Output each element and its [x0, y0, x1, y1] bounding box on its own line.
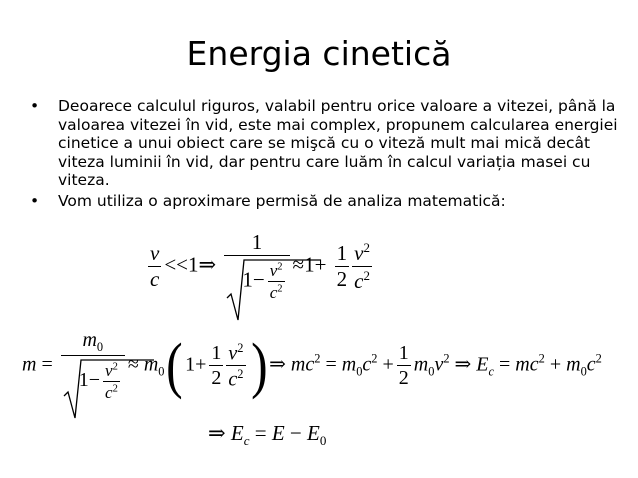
- equation-approximation: $\frac{v}{c}$ <<1⇒ 1 1− $\frac{v^2}{c^2}$ ≈1+ $\frac{1}{2}$ $\frac{v^2}{c^2}$: [145, 232, 375, 301]
- bullet-marker: •: [30, 191, 40, 210]
- bullet-list: [30, 97, 620, 212]
- page-title: Energia cinetică: [186, 34, 452, 73]
- equation-kinetic-energy: ⇒ $E_c = E - E_0$: [208, 421, 327, 449]
- radical-sign-icon: [226, 258, 322, 324]
- square-root: 1− $\frac{v^2}{c^2}$: [63, 358, 123, 401]
- radical-sign-icon: [63, 358, 155, 422]
- bullet-item: [30, 192, 620, 211]
- bullet-marker: •: [30, 97, 40, 115]
- bullet-item: [30, 97, 620, 190]
- bullet-text: Deoarece calculul riguros, valabil pentru orice valoare a vitezei, până la valoarea vitezei în vid, este mai complex, propunem calcularea energiei cinetice a unui obiect care se mişcă cu o viteză mult mai mică decât viteza luminii în vid, dar pentru care luăm în calcul variația masei cu viteza.: [58, 97, 618, 189]
- bullet-text: Vom utiliza o aproximare permisă de analiza matematică:: [58, 191, 506, 210]
- square-root: 1− $\frac{v^2}{c^2}$: [226, 258, 287, 301]
- equation-relativistic-mass: m = $m_0$ 1− $\frac{v^2}{c^2}$ ≈ $m_0$( 1+ $\frac{1}{2}$ $\frac{v^2}{c^2}$ ) ⇒ $mc^2 = m_0c^2$ + $\frac{1}{2}$ $m_0v^2$ ⇒ $E_c = mc^2 + m_0c^2$: [22, 330, 602, 401]
